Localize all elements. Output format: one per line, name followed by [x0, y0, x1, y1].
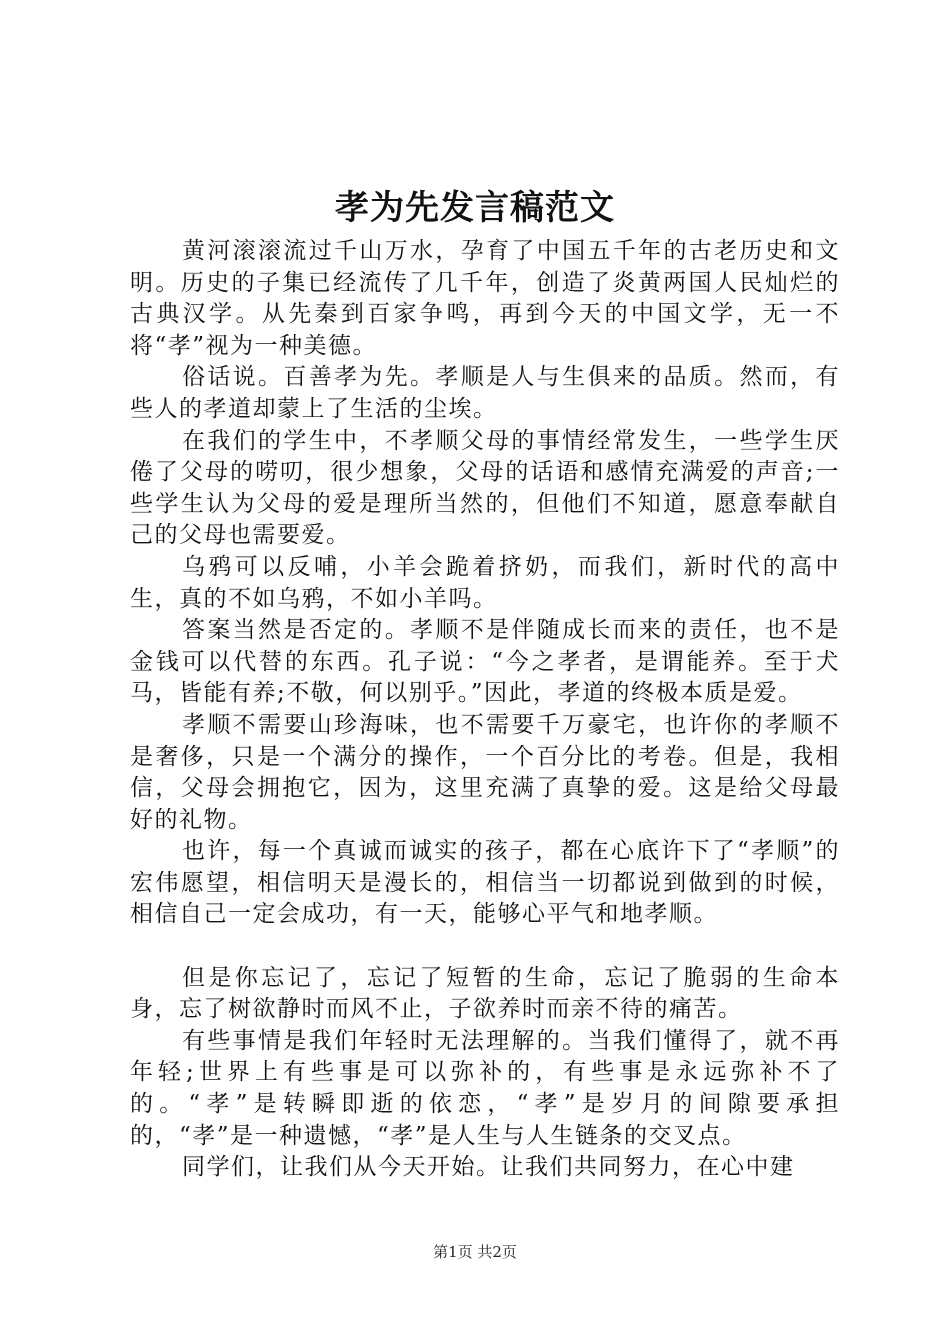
paragraph: 俗话说。百善孝为先。孝顺是人与生俱来的品质。然而，有些人的孝道却蒙上了生活的尘埃。: [130, 364, 840, 422]
paragraph: 但是你忘记了，忘记了短暂的生命，忘记了脆弱的生命本身，忘了树欲静时而风不止，子欲养时而亲不待的痛苦。: [130, 964, 840, 1023]
document-body: [130, 236, 840, 1184]
paragraph: 黄河滚滚流过千山万水，孕育了中国五千年的古老历史和文明。历史的子集已经流传了几千年，创造了炎黄两国人民灿烂的古典汉学。从先秦到百家争鸣，再到今天的中国文学，无一不将“孝”视为一种美德。: [130, 238, 840, 359]
paragraph: 同学们，让我们从今天开始。让我们共同努力，在心中建: [182, 1154, 795, 1181]
paragraph: 乌鸦可以反哺，小羊会跪着挤奶，而我们，新时代的高中生，真的不如乌鸦，不如小羊吗。: [130, 553, 840, 612]
page-number-footer: 第1页 共2页: [433, 1243, 517, 1261]
paragraph: 在我们的学生中，不孝顺父母的事情经常发生，一些学生厌倦了父母的唠叨，很少想象，父母的话语和感情充满爱的声音;一些学生认为父母的爱是理所当然的，但他们不知道，愿意奉献自己的父母也需要爱。: [130, 427, 840, 549]
paragraph: 孝顺不需要山珍海味，也不需要千万豪宅，也许你的孝顺不是奢侈，只是一个满分的操作，一个百分比的考卷。但是，我相信，父母会拥抱它，因为，这里充满了真挚的爱。这是给父母最好的礼物。: [130, 711, 840, 833]
paragraph: 也许，每一个真诚而诚实的孩子，都在心底许下了“孝顺”的宏伟愿望，相信明天是漫长的，相信当一切都说到做到的时候，相信自己一定会成功，有一天，能够心平气和地孝顺。: [130, 838, 840, 928]
blank-line: [130, 931, 840, 963]
document-title: 孝为先发言稿范文: [335, 188, 615, 228]
paragraph: 有些事情是我们年轻时无法理解的。当我们懂得了，就不再年轻;世界上有些事是可以弥补的，有些事是永远弥补不了的。“孝”是转瞬即逝的依恋，“孝”是岁月的间隙要承担的，“孝”是一种遗憾，“孝”是人生与人生链条的交叉点。: [130, 1027, 840, 1149]
paragraph: 答案当然是否定的。孝顺不是伴随成长而来的责任，也不是金钱可以代替的东西。孔子说：“今之孝者，是谓能养。至于犬马，皆能有养;不敬，何以别乎。”因此，孝道的终极本质是爱。: [130, 617, 840, 707]
